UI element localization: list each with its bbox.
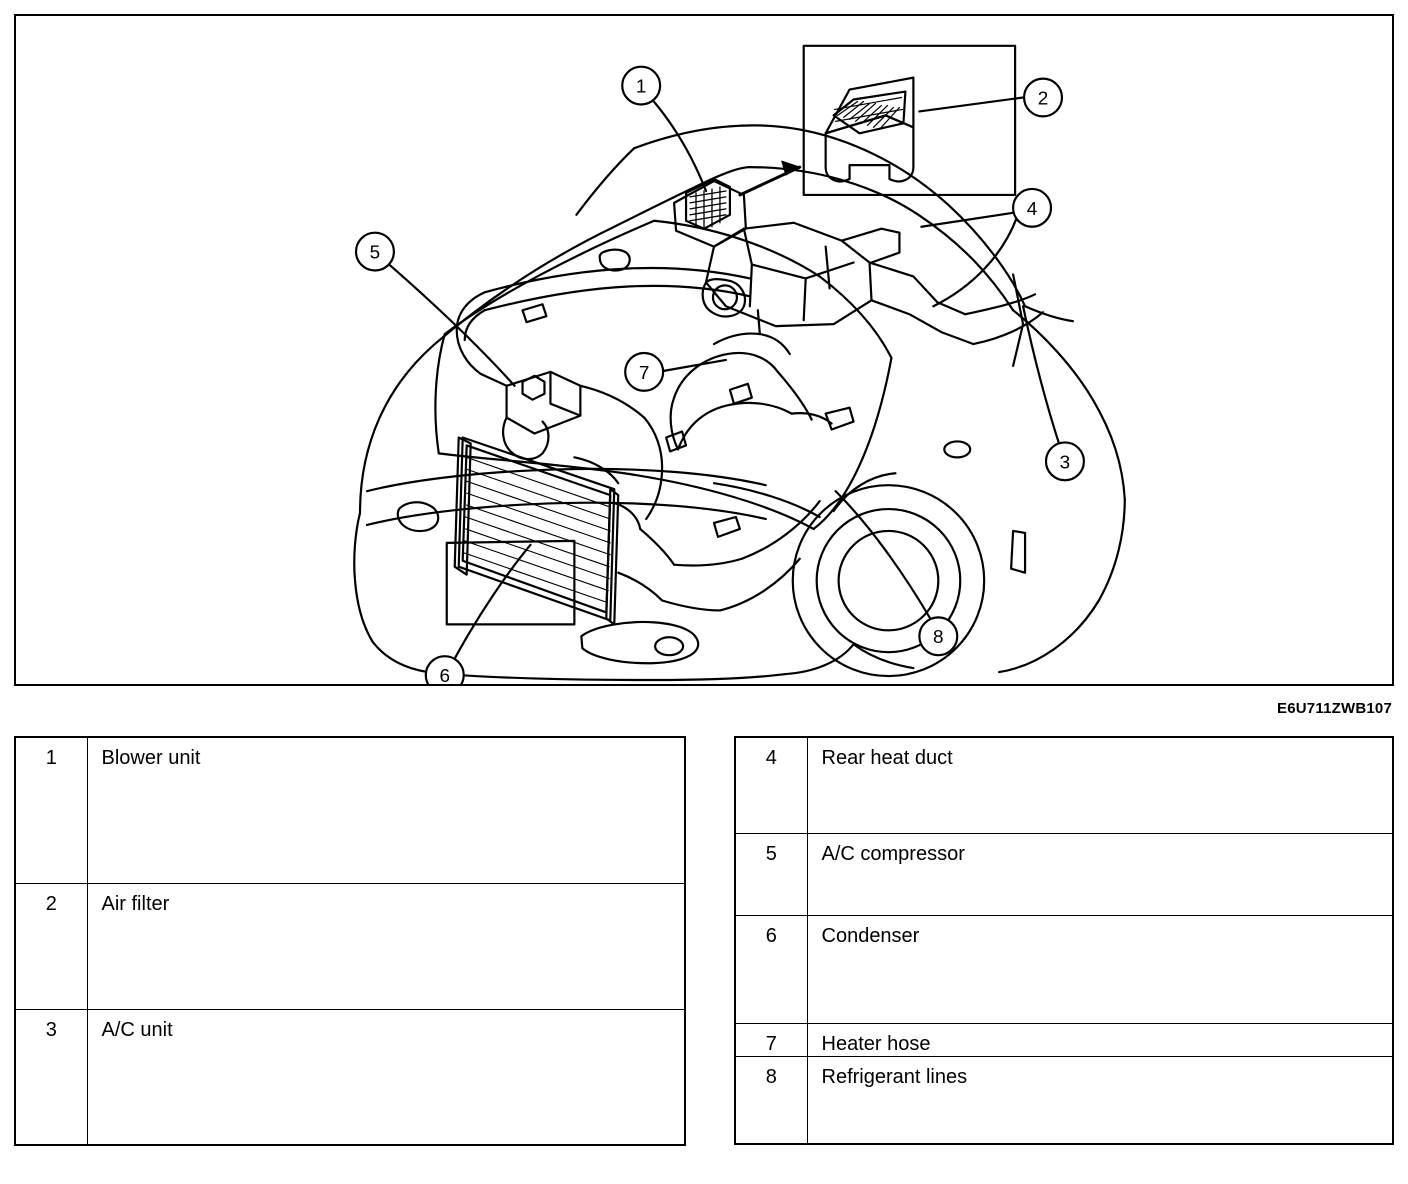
compressor-suction-line (481, 374, 507, 386)
bumper-right-lower (786, 644, 854, 674)
legend-label: Air filter (87, 883, 685, 1009)
filter-frame (826, 115, 914, 181)
condenser-outlet-pipe-2 (640, 529, 674, 565)
cowl-to-fender (1025, 306, 1073, 321)
heater-hose-loop (678, 403, 792, 450)
hvac-duct-right (842, 229, 900, 263)
liquid-line-run (662, 601, 720, 611)
wheel-arch-lip (834, 473, 896, 511)
leader-1 (652, 100, 706, 191)
svg-text:3: 3 (1059, 452, 1071, 474)
ac-unit-body-line (1013, 274, 1023, 365)
callout-3 (1046, 442, 1084, 480)
a-pillar-left (576, 148, 634, 215)
engine-bay-hvac-diagram (16, 16, 1392, 684)
condenser-inlet-pipe (618, 573, 662, 601)
leader-2 (919, 98, 1023, 112)
harness-branch-1 (714, 334, 790, 354)
heater-hose-tail (671, 398, 678, 450)
callout-6 (426, 656, 464, 684)
svg-text:6: 6 (439, 666, 451, 684)
refrigerant-line-clamp (714, 517, 740, 537)
blower-filter-grid (690, 187, 726, 227)
hvac-case-seam (744, 229, 854, 279)
rear-heat-duct-a (870, 263, 966, 315)
legend-label: Heater hose (807, 1023, 1393, 1056)
svg-text:7: 7 (638, 362, 650, 384)
legend-label: Condenser (807, 915, 1393, 1023)
svg-text:8: 8 (933, 627, 944, 649)
bumper-mid-character-line (367, 503, 766, 525)
legend-table-right (734, 736, 1394, 1145)
leader-5 (387, 263, 515, 386)
body-rear-right (999, 499, 1125, 672)
filter-media-pleats (835, 98, 903, 130)
leader-3 (1023, 306, 1059, 443)
reservoir-cap (600, 250, 630, 271)
hood-left-edge (360, 167, 749, 513)
callout-2 (1024, 79, 1062, 117)
harness-connector-3 (730, 384, 752, 404)
legend-label: Blower unit (87, 737, 685, 883)
table-row (15, 1009, 685, 1145)
table-row (15, 737, 685, 883)
table-row (735, 833, 1393, 915)
compressor-clutch-2 (542, 422, 548, 454)
rocker-detail (1011, 531, 1025, 573)
legend-number: 8 (735, 1056, 807, 1144)
legend-table-left (14, 736, 686, 1146)
hvac-case-rib-1 (750, 265, 752, 307)
legend-label: Rear heat duct (807, 737, 1393, 833)
fog-lamp (655, 637, 683, 655)
table-row (735, 1056, 1393, 1144)
inner-fender-right (814, 358, 892, 529)
rear-heat-duct-b (872, 300, 974, 344)
inset-frame (804, 46, 1015, 195)
svg-text:1: 1 (635, 76, 647, 98)
legend-number: 1 (15, 737, 87, 883)
legend-label: Refrigerant lines (807, 1056, 1393, 1144)
wheel-rim (839, 531, 939, 630)
leader-8 (836, 491, 932, 620)
svg-text:2: 2 (1037, 88, 1049, 110)
door-handle (944, 441, 970, 457)
legend-label: A/C compressor (807, 833, 1393, 915)
compressor-port (523, 376, 545, 400)
refrigerant-pipe-upper-2 (485, 286, 750, 310)
harness-connector-2 (666, 432, 686, 452)
figure-code: E6U711ZWB107 (1277, 700, 1392, 717)
legend-number: 7 (735, 1023, 807, 1056)
callout-1 (622, 67, 660, 105)
table-row (735, 1023, 1393, 1056)
table-row (15, 883, 685, 1009)
legend-number: 5 (735, 833, 807, 915)
legend-label: A/C unit (87, 1009, 685, 1145)
callout-markers (356, 67, 1084, 684)
illustration-panel (14, 14, 1394, 686)
legend-number: 6 (735, 915, 807, 1023)
callout-7 (625, 353, 663, 391)
legend-number: 4 (735, 737, 807, 833)
legend-number: 2 (15, 883, 87, 1009)
harness-connector (826, 408, 854, 430)
wheel-arch-outer (793, 485, 984, 676)
pipe-clamp-1 (523, 304, 547, 322)
callout-8 (919, 617, 957, 655)
table-row (735, 737, 1393, 833)
condenser-fins (464, 457, 611, 602)
suction-line-run (674, 559, 742, 566)
svg-text:4: 4 (1026, 198, 1038, 220)
front-fascia-left (354, 513, 373, 642)
cowl-top-edge (749, 167, 1013, 310)
hvac-case-rib-2 (804, 278, 806, 320)
table-row (735, 915, 1393, 1023)
svg-text:5: 5 (369, 242, 381, 264)
compressor-discharge-line (580, 386, 644, 418)
harness-branch-2 (758, 310, 760, 334)
callout-4 (1013, 189, 1051, 227)
pipe-left-bend (457, 292, 485, 374)
refrigerant-line-to-firewall-2 (720, 559, 800, 611)
legend-number: 3 (15, 1009, 87, 1145)
callout-5 (356, 233, 394, 271)
inner-fender-left (435, 334, 444, 453)
